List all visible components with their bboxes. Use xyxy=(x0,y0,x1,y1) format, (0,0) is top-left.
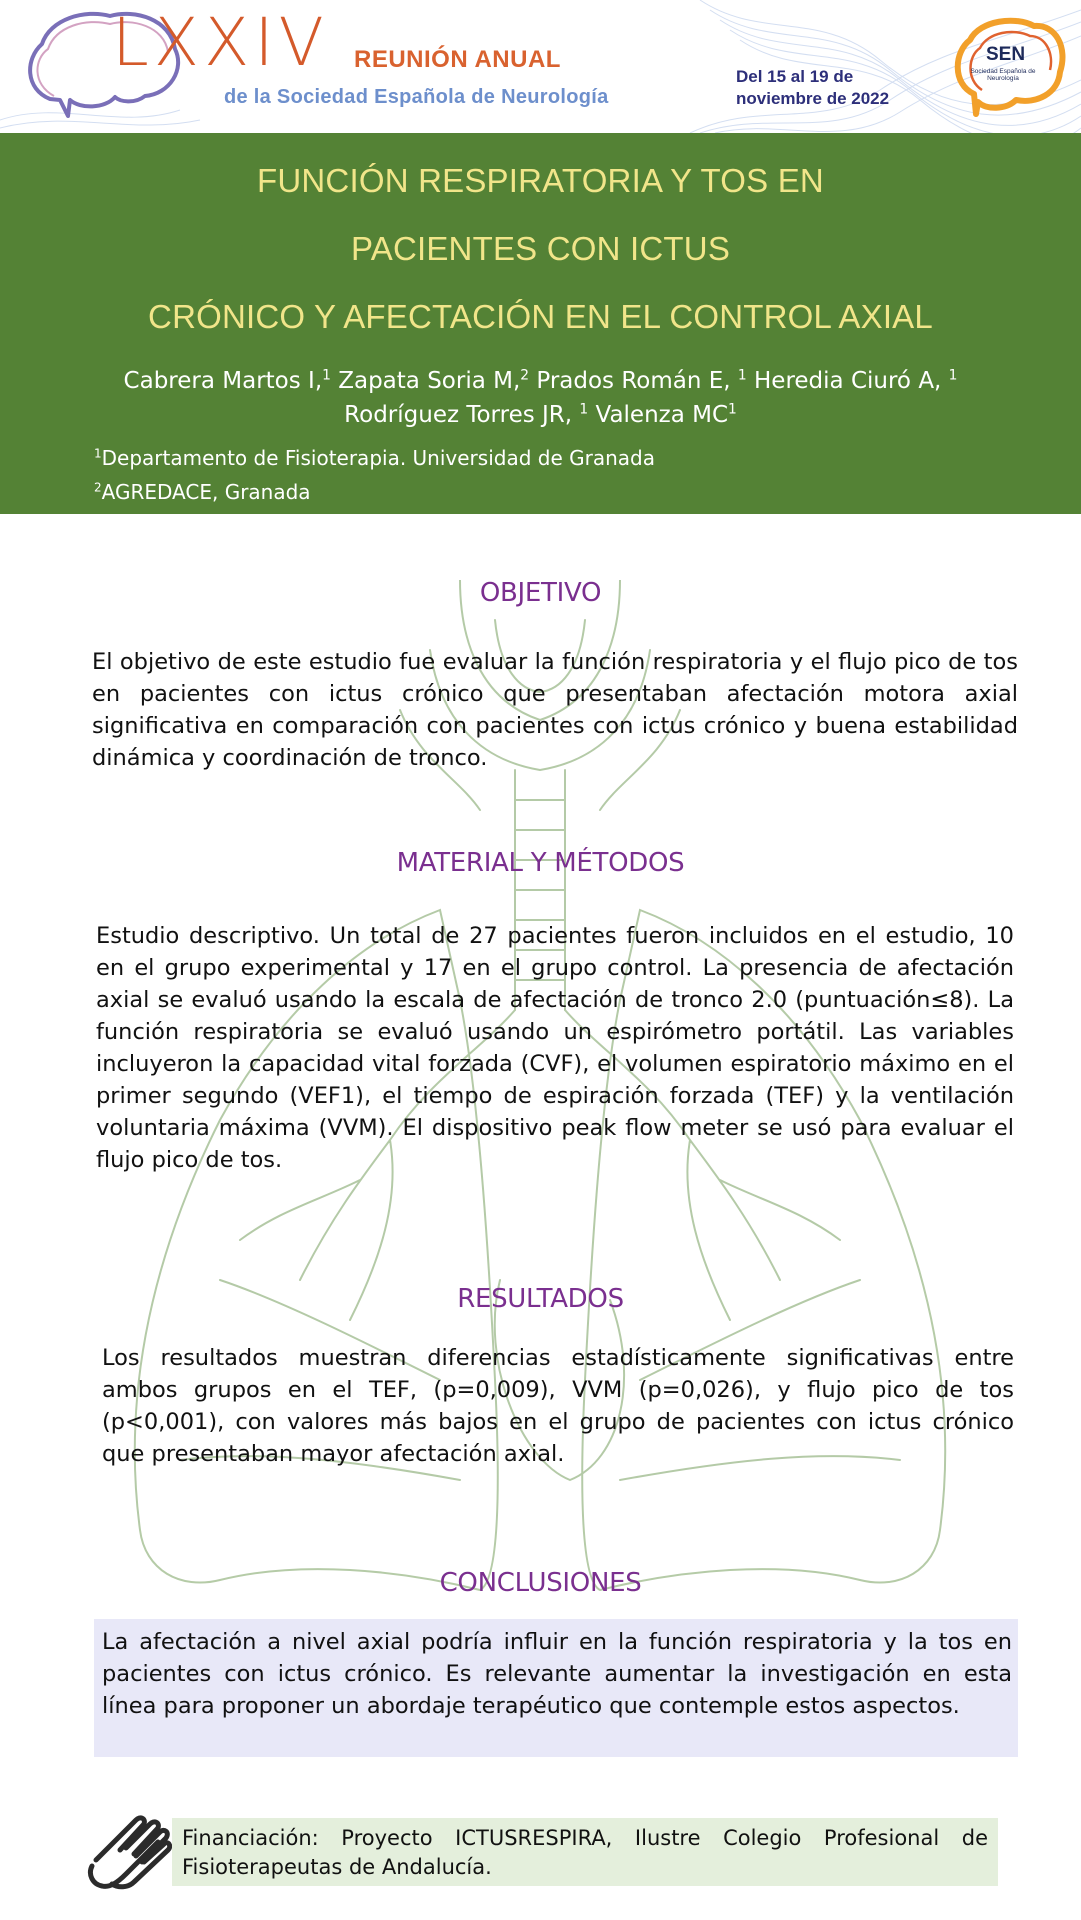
author-1: Cabrera Martos I, xyxy=(123,368,323,394)
authors-line-2: Rodríguez Torres JR, $^1$ Valenza $MC^1$ xyxy=(344,401,737,428)
conclusiones-heading: CONCLUSIONES xyxy=(439,1568,642,1598)
title-line-2: PACIENTES CON ICTUS xyxy=(350,230,731,267)
congress-number: LXXIV xyxy=(112,4,329,81)
author-3: Prados Román E, xyxy=(529,368,738,394)
reunion-anual-label: REUNIÓN ANUAL xyxy=(354,46,561,73)
metodos-heading: MATERIAL Y MÉTODOS xyxy=(396,848,685,878)
author-2: Zapata Soria M, xyxy=(330,368,521,394)
society-name: de la Sociedad Española de Neurología xyxy=(224,86,609,108)
congress-dates xyxy=(736,66,936,110)
dates-line-1: Del 15 al 19 de xyxy=(736,67,854,86)
objetivo-text: El objetivo de este estudio fue evaluar la función respiratoria y el flujo pico de tos en pacientes con ictus crónico que presentaban afectación motora axial significativa en comparación con pacientes con ictus crónico y buena estabilidad dinámica y coordinación de tronco. xyxy=(92,649,1018,771)
author-6: Valenza MC xyxy=(588,402,729,428)
header-banner xyxy=(0,0,1081,133)
dates-line-2: noviembre de 2022 xyxy=(736,89,890,108)
author-4: Heredia Ciuró A, xyxy=(746,368,949,394)
title-line-1: FUNCIÓN RESPIRATORIA Y TOS EN xyxy=(257,162,824,199)
authors xyxy=(60,364,1021,432)
objetivo-heading: OBJETIVO xyxy=(479,578,602,608)
hand-icon xyxy=(84,1808,176,1890)
funding-text: Financiación: Proyecto ICTUSRESPIRA, Ilustre Colegio Profesional de Fisioterapeutas de Andalucía. xyxy=(182,1826,988,1879)
sen-logo-icon xyxy=(946,14,1070,118)
resultados-heading: RESULTADOS xyxy=(457,1284,624,1314)
authors-line-1: Cabrera Martos I,$^1$ Zapata Soria M,$^2$ Prados Román E, $^1$ Heredia Ciuró A, $^1$ xyxy=(123,367,958,394)
sen-logo-subtitle: Sociedad Española de Neurología xyxy=(970,68,1036,82)
title-line-3: CRÓNICO Y AFECTACIÓN EN EL CONTROL AXIAL xyxy=(148,298,933,335)
affiliation-2: $^2$AGREDACE, Granada xyxy=(94,480,311,504)
metodos-text: Estudio descriptivo. Un total de 27 pacientes fueron incluidos en el estudio, 10 en el grupo experimental y 17 en el grupo control. La presencia de afectación axial se evaluó usando la escala de afectación de tronco 2.0 (puntuación≤8). La función respiratoria se evaluó usando un espirómetro portátil. Las variables incluyeron la capacidad vital forzada (CVF), el volumen espiratorio máximo en el primer segundo (VEF1), el tiempo de espiración forzada (TEF) y la ventilación voluntaria máxima (VVM). El dispositivo peak flow meter se usó para evaluar el flujo pico de tos. xyxy=(96,923,1014,1173)
author-5: Rodríguez Torres JR, xyxy=(344,402,580,428)
conclusiones-text: La afectación a nivel axial podría influir en la función respiratoria y la tos en pacientes con ictus crónico. Es relevante aumentar la investigación en esta línea para proponer un abordaje terapéutico que contemple estos aspectos. xyxy=(102,1629,1012,1719)
resultados-text: Los resultados muestran diferencias estadísticamente significativas entre ambos grupos en el TEF, (p=0,009), VVM (p=0,026), y flujo pico de tos (p<0,001), con valores más bajos en el grupo de pacientes con ictus crónico que presentaban mayor afectación axial. xyxy=(102,1345,1014,1467)
sen-logo-text: SEN xyxy=(986,44,1026,65)
affiliation-1: $^1$Departamento de Fisioterapia. Universidad de Granada xyxy=(94,446,655,470)
